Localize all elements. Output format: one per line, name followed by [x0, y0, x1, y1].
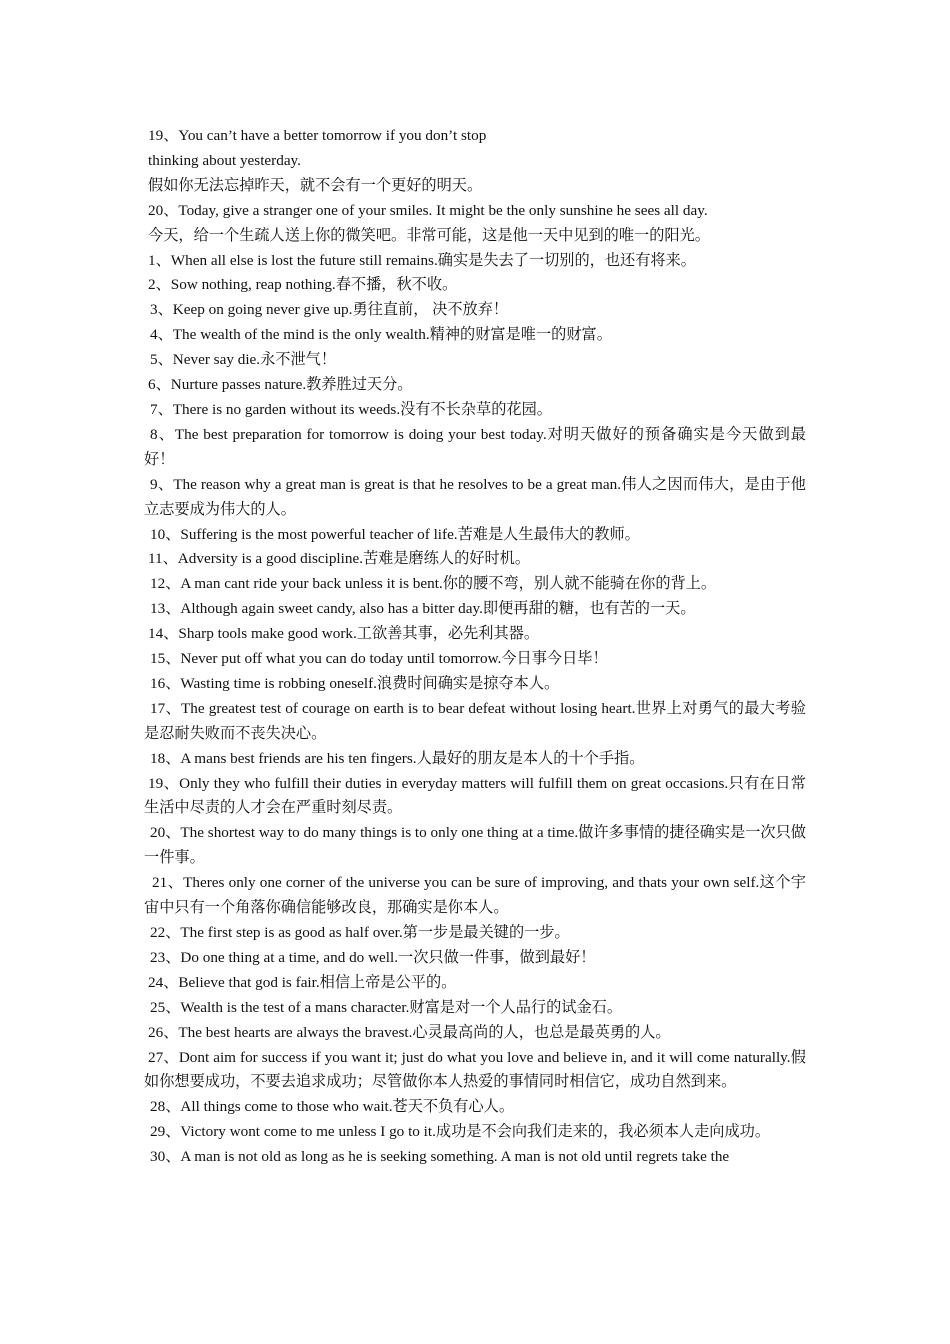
document-page — [144, 124, 806, 1170]
text-line: 19、You can’t have a better tomorrow if you don’t stop — [148, 127, 487, 144]
text-line: 26、The best hearts are always the bravest.心灵最高尚的人，也总是最英勇的人。 — [148, 1023, 671, 1041]
text-line: 21、Theres only one corner of the universe you can be sure of improving, and thats your own self.这个宇宙中只有一个角落你确信能够改良，那确实是你本人。 — [144, 874, 806, 917]
text-line: 30、A man is not old as long as he is seeking something. A man is not old until regrets take the — [150, 1148, 730, 1166]
text-line: 14、Sharp tools make good work.工欲善其事，必先利其器。 — [148, 625, 540, 643]
text-line: 12、A man cant ride your back unless it is bent.你的腰不弯，别人就不能骑在你的背上。 — [150, 575, 717, 593]
text-line: 23、Do one thing at a time, and do well.一次只做一件事，做到最好！ — [150, 948, 596, 966]
text-line: 16、Wasting time is robbing oneself.浪费时间确实是掠夺本人。 — [150, 674, 560, 692]
text-line: 5、Never say die.永不泄气！ — [150, 351, 337, 369]
text-line: 13、Although again sweet candy, also has a bitter day.即便再甜的糖，也有苦的一天。 — [150, 600, 696, 618]
text-line: 20、The shortest way to do many things is to only one thing at a time.做许多事情的捷径确实是一次只做一件事。 — [144, 824, 806, 867]
text-line: 25、Wealth is the test of a mans character.财富是对一个人品行的试金石。 — [150, 998, 623, 1016]
text-line: 20、Today, give a stranger one of your smiles. It might be the only sunshine he sees all day. — [148, 201, 708, 219]
text-line: 22、The first step is as good as half over.第一步是最关键的一步。 — [150, 924, 570, 941]
text-line: 27、Dont aim for success if you want it; just do what you love and believe in, and it will come naturally.假如你想要成功，不要去追求成功；尽管做你本人热爱的事情同时相信它，成功自然到来。 — [144, 1048, 806, 1091]
text-line: 4、The wealth of the mind is the only wealth.精神的财富是唯一的财富。 — [150, 326, 612, 344]
text-line: 2、Sow nothing, reap nothing.春不播，秋不收。 — [148, 276, 458, 294]
text-line: 6、Nurture passes nature.教养胜过天分。 — [148, 376, 413, 394]
text-line: 7、There is no garden without its weeds.没有不长杂草的花园。 — [150, 400, 552, 418]
text-line: 1、When all else is lost the future still remains.确实是失去了一切别的，也还有将来。 — [148, 251, 696, 269]
text-line: 17、The greatest test of courage on earth is to bear defeat without losing heart.世界上对勇气的最大考验是忍耐失败而不丧失决心。 — [144, 699, 806, 742]
text-line: 10、Suffering is the most powerful teacher of life.苦难是人生最伟大的教师。 — [150, 525, 640, 543]
text-line: 假如你无法忘掉昨天，就不会有一个更好的明天。 — [148, 176, 483, 194]
text-line: 24、Believe that god is fair.相信上帝是公平的。 — [148, 973, 457, 991]
text-line: 15、Never put off what you can do today until tomorrow.今日事今日毕！ — [150, 650, 608, 668]
text-line: 28、All things come to those who wait.苍天不负有心人。 — [150, 1098, 515, 1116]
text-line: 18、A mans best friends are his ten fingers.人最好的朋友是本人的十个手指。 — [150, 749, 645, 767]
text-line: 3、Keep on going never give up.勇往直前， 决不放弃！ — [150, 301, 509, 319]
text-line: 11、Adversity is a good discipline.苦难是磨练人的好时机。 — [148, 550, 531, 568]
text-line: 29、Victory wont come to me unless I go to it.成功是不会向我们走来的，我必须本人走向成功。 — [150, 1123, 771, 1141]
text-line: thinking about yesterday. — [148, 151, 301, 169]
text-line: 19、Only they who fulfill their duties in everyday matters will fulfill them on great occasions.只有在日常生活中尽责的人才会在严重时刻尽责。 — [144, 774, 806, 817]
text-line: 9、The reason why a great man is great is that he resolves to be a great man.伟人之因而伟大，是由于他立志要成为伟大的人。 — [144, 475, 806, 518]
text-line: 8、The best preparation for tomorrow is doing your best today.对明天做好的预备确实是今天做到最好！ — [144, 425, 806, 468]
document-body — [144, 124, 806, 1170]
text-line: 今天，给一个生疏人送上你的微笑吧。非常可能，这是他一天中见到的唯一的阳光。 — [148, 226, 710, 244]
